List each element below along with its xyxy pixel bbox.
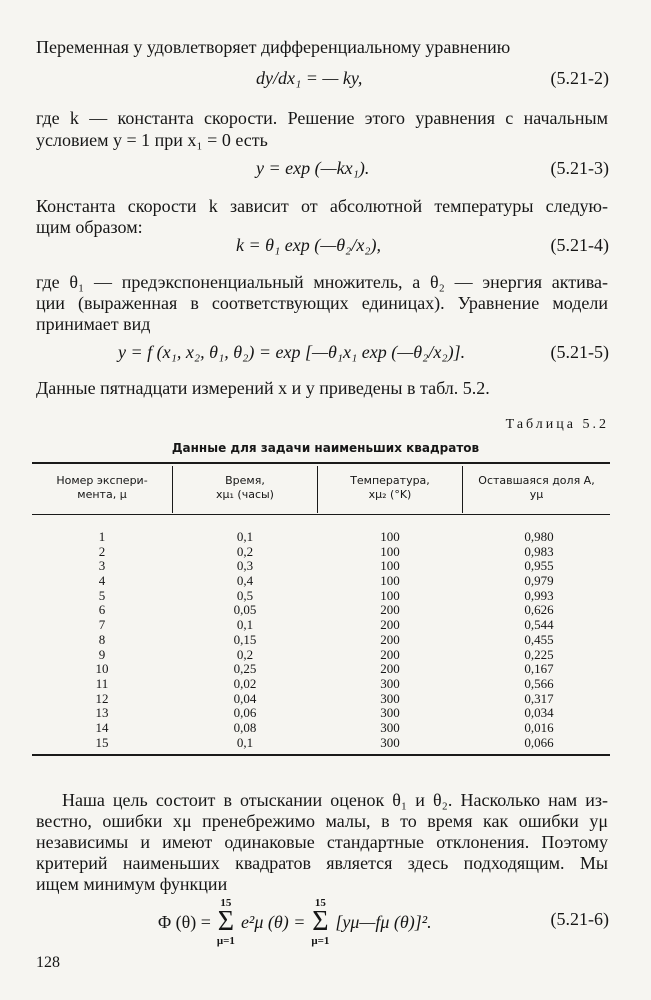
table-cell-fraction: 0,167 — [524, 661, 554, 677]
equation-number: (5.21-6) — [550, 909, 609, 929]
table-cell-time: 0,1 — [236, 617, 254, 633]
table-top-rule — [32, 462, 610, 464]
table-cell-temp: 100 — [380, 587, 400, 603]
table-cell-time: 0,06 — [233, 705, 257, 721]
table-cell-temp: 200 — [380, 661, 400, 677]
header-temperature: Температура, xμ₂ (°K) — [350, 474, 430, 501]
table-cell-temp: 100 — [380, 573, 400, 589]
table-cell-temp: 300 — [380, 675, 400, 691]
table-cell-mu: 7 — [98, 617, 106, 633]
table-cell-mu: 1 — [98, 529, 106, 544]
table-cell-fraction: 0,980 — [524, 529, 554, 544]
table-cell-fraction: 0,455 — [524, 631, 554, 647]
sum-lower-limit: μ=1 — [311, 935, 330, 947]
table-cell-time: 0,5 — [236, 587, 254, 603]
sum-upper-limit: 15 — [314, 897, 326, 909]
table-cell-temp: 300 — [380, 719, 400, 735]
eq-term2: [yμ—fμ (θ)]². — [335, 912, 432, 932]
table-cell-time: 0,4 — [236, 573, 254, 589]
table-cell-fraction: 0,626 — [524, 602, 554, 618]
column-time — [205, 529, 285, 749]
table-cell-temp: 300 — [380, 690, 400, 706]
table-cell-temp: 200 — [380, 617, 400, 633]
table-cell-fraction: 0,993 — [524, 587, 554, 603]
table-cell-fraction: 0,979 — [524, 573, 554, 589]
equation-number: (5.21-2) — [550, 68, 609, 88]
table-cell-fraction: 0,955 — [524, 558, 554, 574]
table-cell-temp: 200 — [380, 631, 400, 647]
table-cell-temp: 200 — [380, 602, 400, 618]
sum-symbol: 15 Σ μ=1 — [216, 897, 235, 947]
table-cell-mu: 2 — [98, 543, 106, 559]
table-cell-mu: 6 — [98, 602, 106, 618]
body-line: где θ₁ — предэкспоненциальный множитель, а θ₂ — энергия актива- — [36, 272, 608, 292]
table-cell-time: 0,2 — [236, 646, 254, 662]
table-cell-temp: 100 — [380, 558, 400, 574]
column-temp — [350, 529, 430, 749]
table-cell-time: 0,25 — [233, 661, 257, 677]
header-time: Время, xμ₁ (часы) — [216, 474, 274, 501]
table-cell-time: 0,15 — [233, 631, 257, 647]
table-cell-fraction: 0,566 — [524, 675, 554, 691]
table-cell-time: 0,3 — [236, 558, 254, 574]
table-cell-fraction: 0,225 — [524, 646, 554, 662]
body-line: критерий наименьших квадратов является здесь подходящим. Мы — [36, 853, 608, 873]
table-cell-mu: 10 — [95, 661, 109, 677]
table-cell-fraction: 0,544 — [524, 617, 554, 633]
body-line: вестно, ошибки xμ пренебрежимо малы, в то время как ошибки yμ — [36, 811, 608, 831]
body-line: независимы и имеют одинаковые стандартные отклонения. Поэтому — [36, 832, 608, 852]
table-cell-mu: 14 — [95, 719, 109, 735]
equation-5-21-3: y = exp (—kx₁). — [256, 158, 370, 178]
table-cell-fraction: 0,034 — [524, 705, 554, 721]
equation-5-21-2: dy/dx₁ = — ky, — [256, 68, 363, 88]
table-cell-fraction: 0,016 — [524, 719, 554, 735]
column-frac — [499, 529, 579, 749]
equation-number: (5.21-5) — [550, 342, 609, 362]
table-cell-time: 0,2 — [236, 543, 254, 559]
table-title: Данные для задачи наименьших квадратов — [171, 441, 480, 455]
header-experiment-number: Номер экспери- мента, μ — [56, 474, 148, 501]
table-cell-temp: 100 — [380, 529, 400, 544]
table-cell-mu: 8 — [98, 631, 106, 647]
body-line: принимает вид — [36, 314, 151, 334]
body-line: Данные пятнадцати измерений x и y приведены в табл. 5.2. — [36, 378, 490, 398]
page-number: 128 — [36, 954, 60, 971]
table-cell-mu: 5 — [98, 587, 106, 603]
header-remaining-fraction: Оставшаяся доля A, yμ — [478, 474, 595, 501]
table-cell-mu: 4 — [98, 573, 106, 589]
column-mu — [62, 529, 142, 749]
eq-term1: e²μ (θ) = — [240, 912, 306, 932]
table-cell-temp: 200 — [380, 646, 400, 662]
data-table — [32, 462, 610, 756]
table-cell-mu: 9 — [98, 646, 106, 662]
intro-line: Переменная y удовлетворяет дифференциальному уравнению — [36, 37, 511, 57]
equation-5-21-4: k = θ₁ exp (—θ₂/x₂), — [236, 235, 382, 255]
body-line: условием y = 1 при x₁ = 0 есть — [36, 130, 268, 150]
table-cell-mu: 11 — [95, 675, 109, 691]
body-line: Наша цель состоит в отыскании оценок θ₁ и θ₂. Насколько нам из- — [62, 790, 608, 810]
table-cell-fraction: 0,317 — [524, 690, 554, 706]
table-bottom-rule — [32, 754, 610, 756]
table-cell-fraction: 0,066 — [524, 734, 554, 750]
sum-upper-limit: 15 — [220, 897, 232, 909]
table-cell-mu: 15 — [95, 734, 109, 750]
eq-lhs: Φ (θ) = — [158, 912, 211, 932]
table-label: Таблица 5.2 — [505, 417, 609, 432]
body-line: щим образом: — [36, 217, 143, 237]
equation-number: (5.21-3) — [550, 158, 609, 178]
sum-symbol: 15 Σ μ=1 — [311, 897, 330, 947]
body-line: Константа скорости k зависит от абсолютной температуры следую- — [36, 196, 608, 216]
table-cell-time: 0,08 — [233, 719, 257, 735]
table-cell-time: 0,04 — [233, 690, 257, 706]
table-cell-mu: 13 — [95, 705, 109, 721]
equation-number: (5.21-4) — [550, 235, 609, 255]
table-cell-temp: 300 — [380, 734, 400, 750]
table-header-rule — [32, 514, 610, 515]
equation-5-21-6 — [158, 897, 432, 947]
sum-lower-limit: μ=1 — [216, 935, 235, 947]
body-line: где k — константа скорости. Решение этого уравнения с начальным — [36, 108, 608, 128]
table-cell-mu: 12 — [95, 690, 109, 706]
body-line: ищем минимум функции — [36, 874, 228, 894]
table-cell-fraction: 0,983 — [524, 543, 554, 559]
table-cell-temp: 100 — [380, 543, 400, 559]
body-line: ции (выраженная в соответствующих единицах). Уравнение модели — [36, 293, 608, 313]
table-cell-time: 0,02 — [233, 675, 257, 691]
equation-5-21-5: y = f (x₁, x₂, θ₁, θ₂) = exp [—θ₁x₁ exp (—θ₂/x₂)]. — [118, 342, 466, 362]
table-cell-time: 0,05 — [233, 602, 257, 618]
table-cell-time: 0,1 — [236, 529, 254, 544]
table-cell-temp: 300 — [380, 705, 400, 721]
table-cell-time: 0,1 — [236, 734, 254, 750]
table-cell-mu: 3 — [98, 558, 106, 574]
